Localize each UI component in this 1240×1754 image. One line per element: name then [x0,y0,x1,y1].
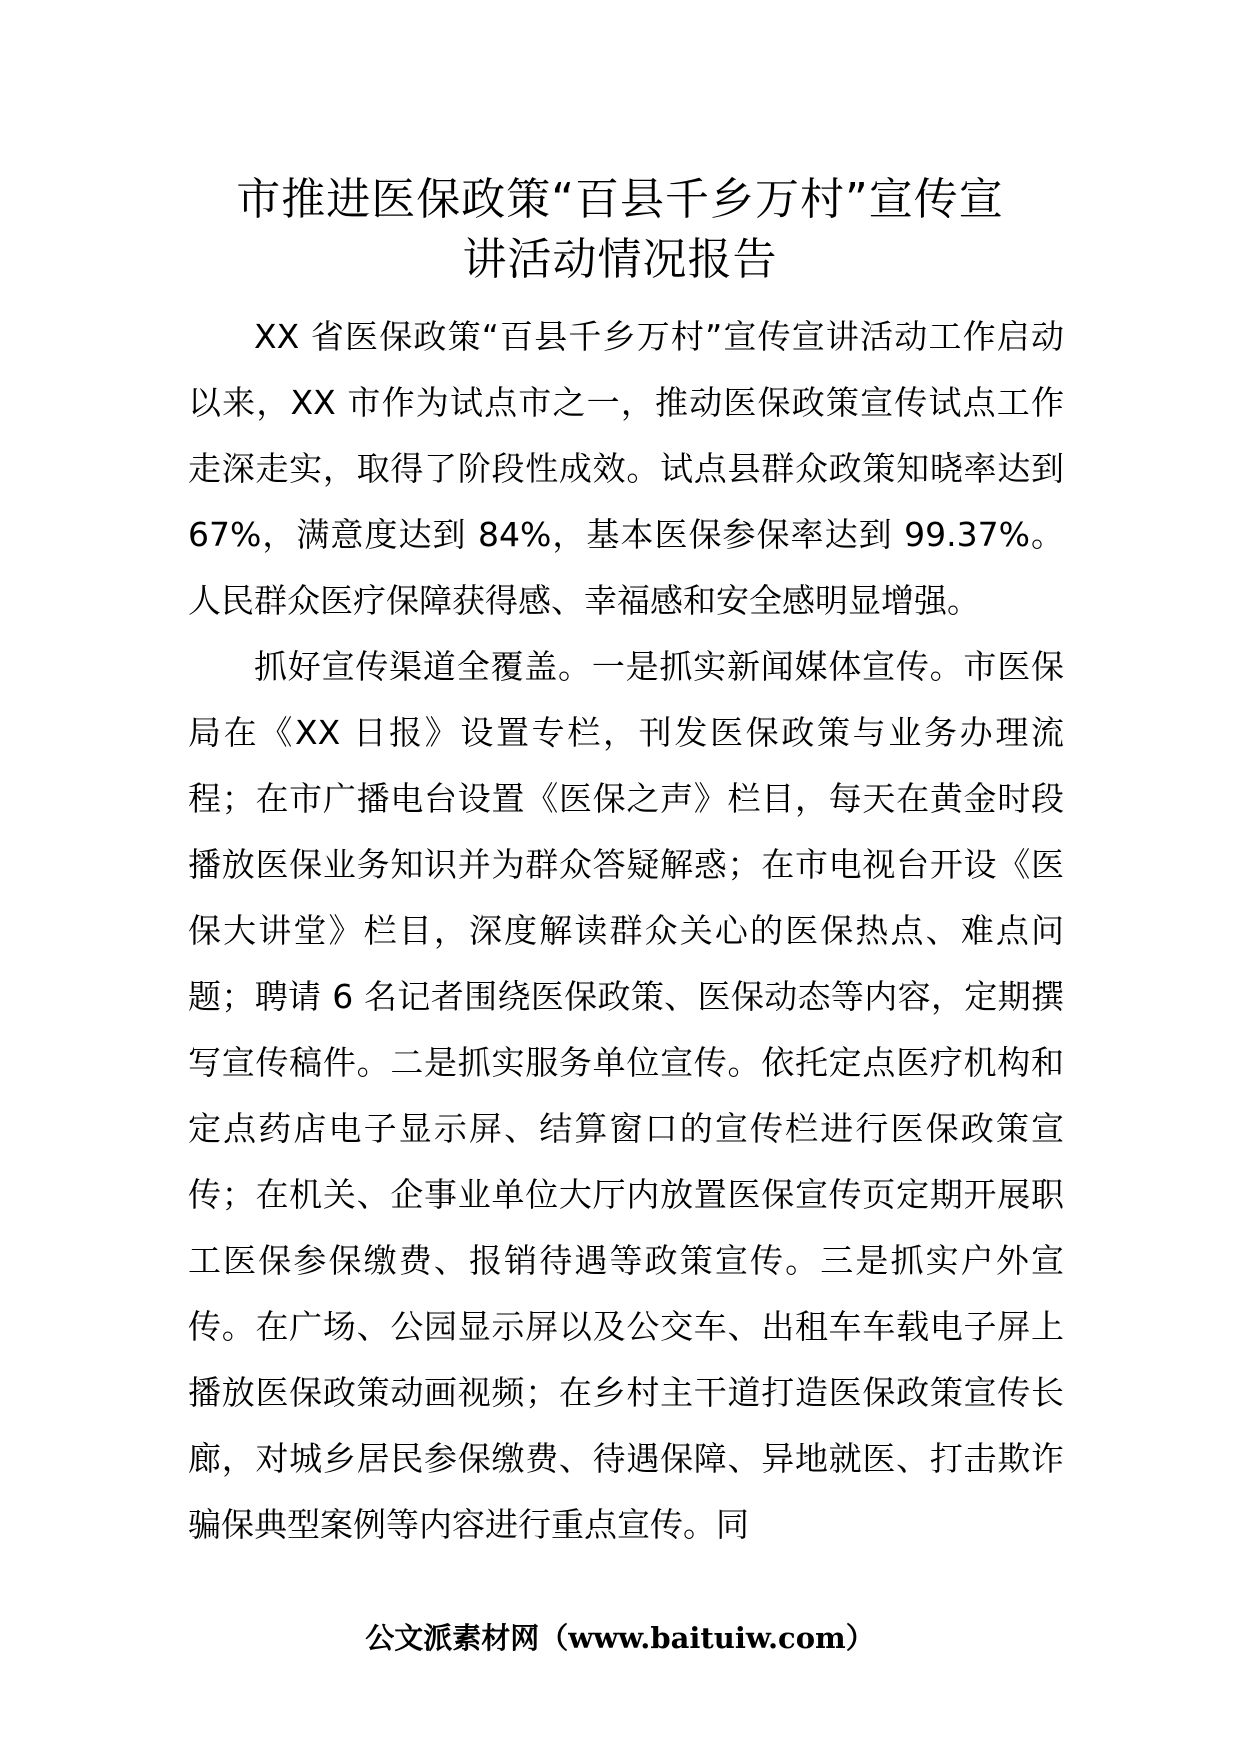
document-body [188,304,1064,1558]
document-title [180,170,1060,290]
paragraph-intro: XX 省医保政策“百县千乡万村”宣传宣讲活动工作启动以来，XX 市作为试点市之一，推动医保政策宣传试点工作走深走实，取得了阶段性成效。试点县群众政策知晓率达到 67%，满意度达到 84%，基本医保参保率达到 99.37%。人民群众医疗保障获得感、幸福感和安全感明显增强。 [188,317,1064,620]
footer-watermark: 公文派素材网（www.baituiw.com） [365,1621,875,1655]
paragraph-publicity-channels: 抓好宣传渠道全覆盖。一是抓实新闻媒体宣传。市医保局在《XX 日报》设置专栏，刊发医保政策与业务办理流程；在市广播电台设置《医保之声》栏目，每天在黄金时段播放医保业务知识并为群众答疑解惑；在市电视台开设《医保大讲堂》栏目，深度解读群众关心的医保热点、难点问题；聘请 6 名记者围绕医保政策、医保动态等内容，定期撰写宣传稿件。二是抓实服务单位宣传。依托定点医疗机构和定点药店电子显示屏、结算窗口的宣传栏进行医保政策宣传；在机关、企事业单位大厅内放置医保宣传页定期开展职工医保参保缴费、报销待遇等政策宣传。三是抓实户外宣传。在广场、公园显示屏以及公交车、出租车车载电子屏上播放医保政策动画视频；在乡村主干道打造医保政策宣传长廊，对城乡居民参保缴费、待遇保障、异地就医、打击欺诈骗保典型案例等内容进行重点宣传。同 [188,647,1064,1544]
title-line-2: 讲活动情况报告 [462,234,778,285]
title-line-1: 市推进医保政策“百县千乡万村”宣传宣 [236,174,1004,225]
